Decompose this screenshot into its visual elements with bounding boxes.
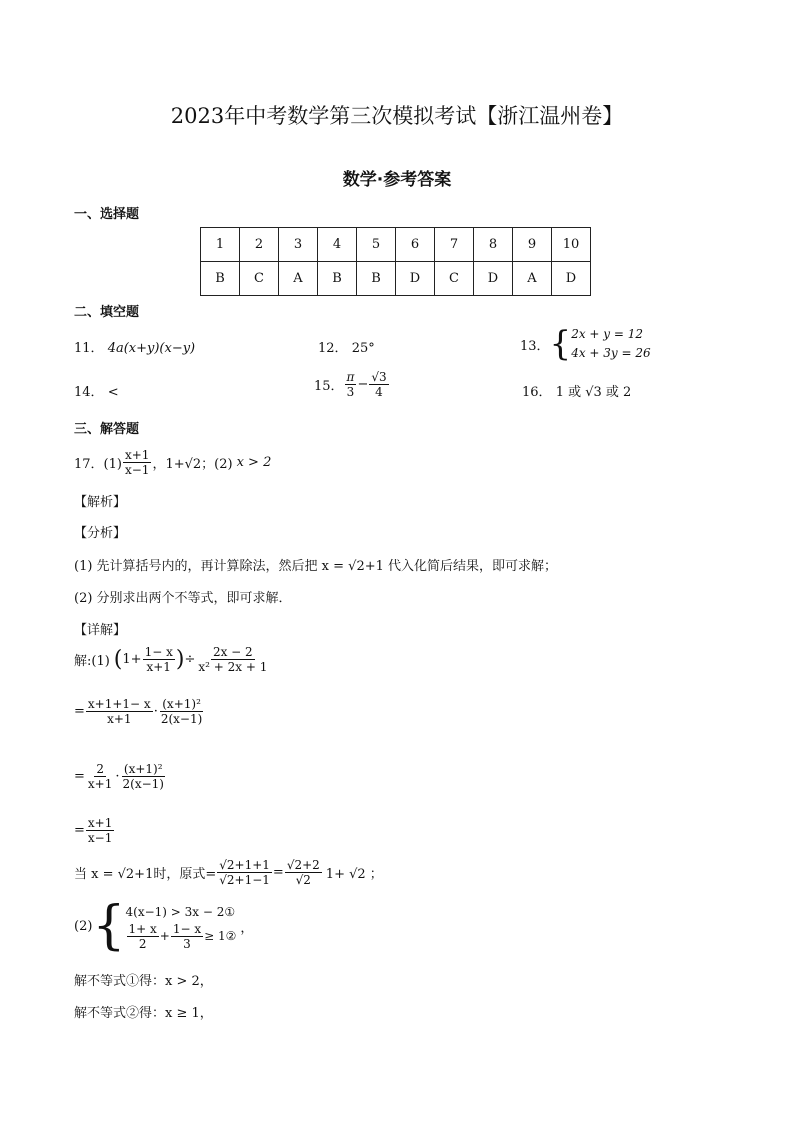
q17-label: 17．(1) [74,457,122,472]
q17-frac-den: x−1 [124,463,150,477]
dot-sign: · [153,704,158,719]
q17-frac-num: x+1 [124,448,150,462]
table-cell: D [552,262,591,296]
when-n1: √2+1+1 [219,858,270,872]
q17-frac [123,448,151,477]
q17-summary [74,448,271,477]
when-frac1 [217,858,272,887]
table-cell: B [318,262,357,296]
q12-label: 12． [318,341,348,356]
p2-system [126,902,237,951]
step1-fn: 1− x [144,645,173,659]
answer-table-answers-row [201,262,591,296]
solution-step-4 [74,816,115,845]
p2-eq2-plus: + [159,929,170,943]
table-cell: D [474,262,513,296]
heading-fenxi: 【分析】 [74,526,127,541]
eq-sign: = [74,769,85,784]
page-title: 2023年中考数学第三次模拟考试【浙江温州卷】 [170,104,624,128]
p2-eq2 [126,922,237,951]
table-cell: 6 [396,228,435,262]
p2-eq1: 4(x−1) > 3x − 2① [125,904,236,919]
p2-label: (2) [74,918,93,934]
q15-frac2 [369,370,388,399]
step2-n2: (x+1)² [162,697,201,711]
p2-eq2-rest: ≥ 1② [204,929,237,943]
brace-icon: { [92,896,126,956]
inequality-1-result: 解不等式①得：x > 2， [74,974,213,989]
q16-label: 16． [522,385,552,400]
step4-frac [86,816,114,845]
table-cell: 10 [552,228,591,262]
q15-n1: π [346,370,355,384]
table-cell: B [357,262,396,296]
step1-frac2 [196,645,269,674]
analysis-line-2: (2) 分别求出两个不等式，即可求解． [74,591,292,606]
table-cell: C [240,262,279,296]
step3-d: x+1 [87,777,113,791]
q11-label: 11． [74,341,104,356]
step2-frac2 [159,697,204,726]
q15-d2: 4 [375,385,383,399]
step3-d2: 2(x−1) [122,777,164,791]
step1-a: 1+ [122,652,142,667]
table-cell: 4 [318,228,357,262]
table-cell: 3 [279,228,318,262]
q16-answer: 1 或 √3 或 2 [555,385,632,400]
fill-q13 [520,325,651,363]
page-subtitle: 数学·参考答案 [342,170,452,190]
table-cell: 8 [474,228,513,262]
table-cell: B [201,262,240,296]
section-fill: 二、填空题 [74,305,140,320]
step3-n2: (x+1)² [123,762,163,776]
step1-div: ÷ [184,652,196,667]
answer-table [200,227,591,296]
q15-n2: √3 [371,370,387,384]
eq-sign: = [74,704,85,719]
fill-q12 [318,337,375,356]
when-n2: √2+2 [286,858,320,872]
fill-q14 [74,381,119,400]
when-end: 1+ √2 ； [325,867,383,882]
q14-label: 14． [74,385,104,400]
step2-frac1 [86,697,153,726]
fill-q15 [314,370,390,399]
fill-q16 [522,381,631,400]
solution-part2-system [74,896,254,956]
q17-part2: x > 2 [236,455,272,470]
q13-label: 13． [520,338,550,354]
step3-n: 2 [96,762,104,776]
p2-eq2-n2: 1− x [172,921,202,936]
q15-frac1 [345,370,357,399]
when-d1: √2+1−1 [219,873,270,887]
heading-jiexi: 【解析】 [74,495,127,510]
solution-substitution [74,858,383,887]
step2-d: x+1 [107,712,132,726]
q13-eq2: 4x + 3y = 26 [571,346,651,360]
table-cell: C [435,262,474,296]
step1-fd: x+1 [146,660,171,674]
when-frac2 [285,858,322,887]
step3-frac2 [121,762,166,791]
p2-comma: ， [240,920,254,936]
section-choice: 一、选择题 [74,207,140,222]
solution-step-2 [74,697,205,726]
p2-eq2-d1: 2 [138,936,147,951]
eq-sign: = [74,823,85,838]
step4-d: x−1 [87,831,113,845]
paren-close: ) [175,647,185,672]
step1-gn: 2x − 2 [212,645,253,659]
sol-start: 解:(1) [74,654,110,669]
step2-n: x+1+1− x [87,697,151,711]
table-cell: 2 [240,228,279,262]
when-text: 当 x = √2+1时，原式= [74,867,217,882]
table-cell: 5 [357,228,396,262]
analysis-line-1: (1) 先计算括号内的，再计算除法，然后把 x = √2+1 代入化简后结果，即可求解； [74,559,558,574]
heading-xiangjie: 【详解】 [74,623,127,638]
table-cell: D [396,262,435,296]
step3-frac1 [86,762,114,791]
dot-sign: · [115,769,120,784]
table-cell: A [279,262,318,296]
q15-d1: 3 [346,385,355,399]
table-cell: 7 [435,228,474,262]
fill-q11 [74,337,195,356]
brace-icon: { [549,324,572,364]
step2-d2: 2(x−1) [160,712,203,726]
when-d2: √2 [295,873,311,887]
q13-system [571,325,650,363]
q12-answer: 25° [351,341,375,356]
q17-part1-rest: ，1+√2；(2) [152,457,233,472]
p2-eq2-d2: 3 [183,936,191,951]
section-solve: 三、解答题 [74,422,140,437]
q11-answer: 4a(x+y)(x−y) [107,341,196,356]
q15-label: 15． [314,379,344,394]
eq-sign: = [272,865,284,880]
step4-n: x+1 [87,816,113,830]
step1-gd: x² + 2x + 1 [198,660,268,674]
p2-eq2-frac1 [127,922,159,951]
table-cell: 1 [201,228,240,262]
q15-minus: − [357,377,369,392]
paren-open: ( [113,647,123,672]
p2-eq2-frac2 [171,922,203,951]
solution-step-1 [74,645,270,674]
p2-eq2-n1: 1+ x [128,921,157,936]
solution-step-3 [74,762,167,791]
step1-frac1 [143,645,175,674]
table-cell: A [513,262,552,296]
answer-table-numbers-row [201,228,591,262]
table-cell: 9 [513,228,552,262]
q14-answer: < [107,385,119,400]
q13-eq1: 2x + y = 12 [571,327,644,341]
inequality-2-result: 解不等式②得：x ≥ 1， [74,1006,213,1021]
